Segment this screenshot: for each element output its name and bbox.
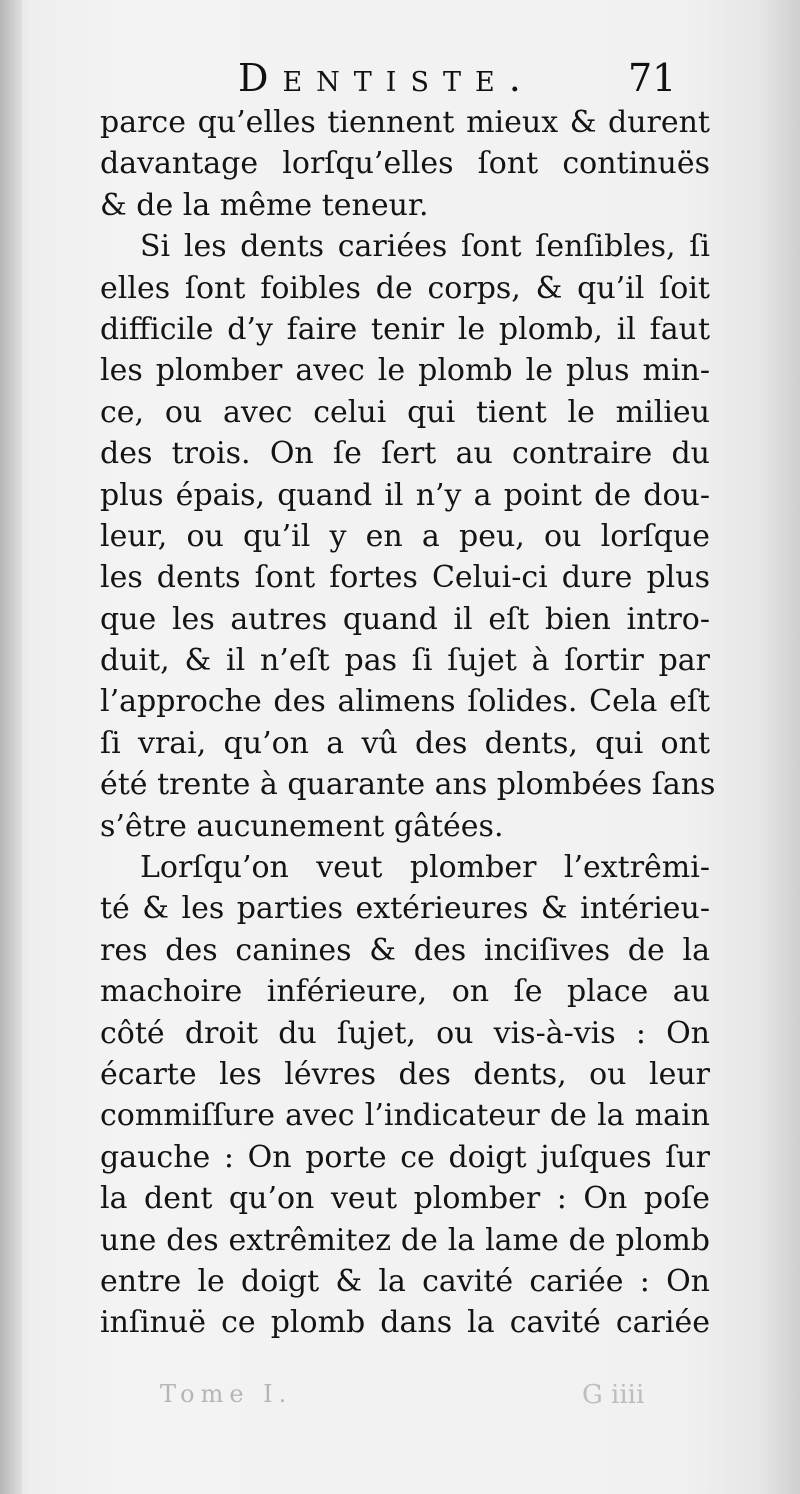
text-line: duit, & il n’eſt pas ſi ſujet à ſortir par [100, 643, 710, 679]
text-line: elles ſont foibles de corps, & qu’il ſoit [100, 270, 710, 306]
running-head: Dentiste. [238, 56, 535, 100]
text-line: les plomber avec le plomb le plus min- [100, 353, 710, 389]
text-line: les dents ſont fortes Celui-ci dure plus [100, 560, 710, 596]
faint-show-through-signature: Tome I. [160, 1380, 293, 1408]
text-line: côté droit du ſujet, ou vis-à-vis : On [100, 1015, 710, 1051]
text-line: écarte les lévres des dents, ou leur [100, 1056, 710, 1092]
text-line: & de la même teneur. [100, 187, 429, 223]
text-line: gauche : On porte ce doigt juſques ſur [100, 1139, 710, 1175]
text-line: parce qu’elles tiennent mieux & durent [100, 105, 710, 140]
page-gutter-shadow [0, 0, 22, 1494]
text-line: té & les parties extérieures & intérieu- [100, 891, 710, 927]
faint-show-through-mark: G iiii [582, 1380, 645, 1410]
text-line: commiſſure avec l’indicateur de la main [100, 1098, 710, 1134]
text-line: machoire inférieure, on ſe place au [100, 974, 710, 1010]
text-line: des trois. On ſe ſert au contraire du [100, 436, 710, 472]
text-line: l’approche des alimens ſolides. Cela eſt [100, 684, 710, 720]
text-line: leur, ou qu’il y en a peu, ou lorſque [100, 518, 710, 554]
text-line: davantage lorſqu’elles ſont continuës [100, 146, 710, 182]
text-line: inſinuë ce plomb dans la cavité cariée [100, 1305, 710, 1341]
page-number: 71 [628, 56, 677, 100]
text-line: une des extrêmitez de la lame de plomb [100, 1222, 710, 1258]
text-line: été trente à quarante ans plombées ſans [100, 767, 716, 803]
text-line: ſi vrai, qu’on a vû des dents, qui ont [100, 725, 710, 761]
page-header [0, 56, 800, 106]
text-line: ce, ou avec celui qui tient le milieu [100, 394, 710, 430]
text-line: Si les dents cariées ſont ſenſibles, ſi [140, 229, 710, 265]
text-line: entre le doigt & la cavité cariée : On [100, 1263, 710, 1299]
text-line: Lorſqu’on veut plomber l’extrêmi- [140, 850, 710, 886]
text-line: la dent qu’on veut plomber : On poſe [100, 1181, 710, 1217]
text-line: plus épais, quand il n’y a point de dou- [100, 477, 710, 513]
text-line: difficile d’y faire tenir le plomb, il faut [100, 311, 710, 347]
text-line: que les autres quand il eſt bien intro- [100, 601, 710, 637]
text-line: s’être aucunement gâtées. [100, 808, 504, 844]
body-text [100, 102, 716, 1344]
text-line: res des canines & des inciſives de la [100, 932, 710, 968]
